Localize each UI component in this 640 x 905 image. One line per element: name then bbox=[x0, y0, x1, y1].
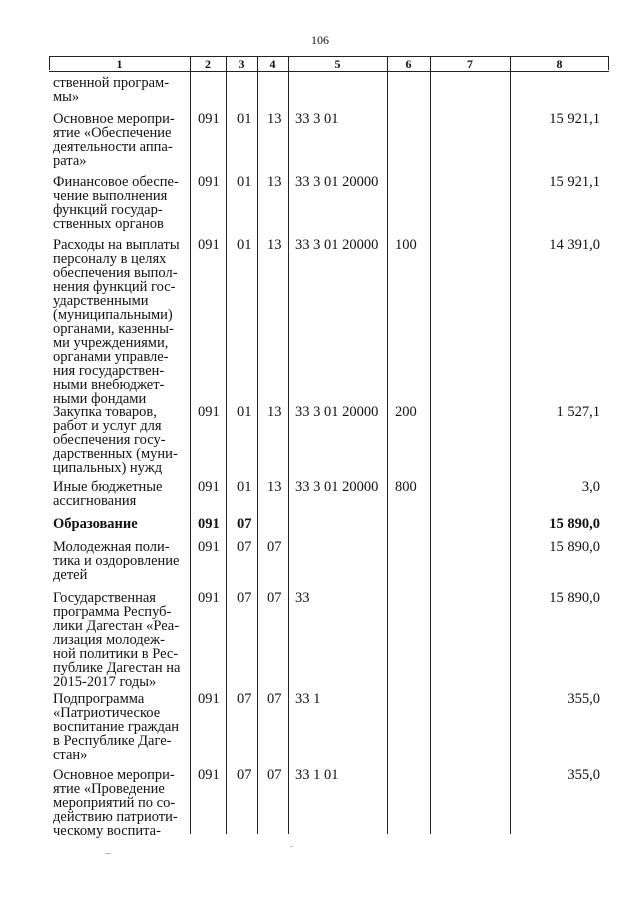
cell-c4: 13 bbox=[267, 237, 282, 253]
cell-c4: 07 bbox=[267, 691, 282, 707]
row-name: Основное меропри- ятие «Обеспечение деятельности аппа- рата» bbox=[53, 111, 175, 169]
cell-c5: 33 1 bbox=[295, 691, 321, 707]
row-amount: 3,0 bbox=[581, 479, 600, 495]
cell-c4: 13 bbox=[267, 479, 282, 495]
cell-c5: 33 3 01 bbox=[295, 111, 339, 127]
cell-c2: 091 bbox=[198, 404, 220, 420]
row-name: ственной програм- мы» bbox=[53, 75, 170, 105]
header-col-2: 2 bbox=[205, 57, 211, 71]
cell-c3: 01 bbox=[237, 174, 252, 190]
row-amount: 15 921,1 bbox=[549, 111, 600, 127]
cell-c4: 13 bbox=[267, 174, 282, 190]
cell-c3: 07 bbox=[237, 516, 252, 532]
cell-c5: 33 3 01 20000 bbox=[295, 237, 379, 253]
row-name: Подпрограмма «Патриотическое воспитание граждан в Республике Даге- стан» bbox=[53, 691, 180, 763]
cell-c3: 07 bbox=[237, 590, 252, 606]
cell-c4: 07 bbox=[267, 767, 282, 783]
column-divider bbox=[49, 56, 50, 70]
cell-c3: 07 bbox=[237, 691, 252, 707]
cell-c3: 01 bbox=[237, 479, 252, 495]
cell-c2: 091 bbox=[198, 767, 220, 783]
row-amount: 1 527,1 bbox=[556, 404, 600, 420]
row-amount: 15 921,1 bbox=[549, 174, 600, 190]
row-amount: 355,0 bbox=[567, 767, 600, 783]
cell-c3: 01 bbox=[237, 404, 252, 420]
cell-c5: 33 3 01 20000 bbox=[295, 174, 379, 190]
cell-c5: 33 3 01 20000 bbox=[295, 479, 379, 495]
header-col-7: 7 bbox=[467, 57, 473, 71]
row-name: Молодежная поли- тика и оздоровление детей bbox=[53, 539, 180, 583]
row-amount: 15 890,0 bbox=[549, 539, 600, 555]
header-col-6: 6 bbox=[405, 57, 412, 71]
cell-c3: 07 bbox=[237, 539, 252, 555]
row-name: Образование bbox=[53, 516, 138, 532]
cell-c4: 13 bbox=[267, 404, 282, 420]
row-amount: 14 391,0 bbox=[549, 237, 600, 253]
scan-speck bbox=[290, 846, 293, 847]
header-col-5: 5 bbox=[334, 57, 341, 71]
cell-c2: 091 bbox=[198, 237, 220, 253]
page-number: 106 bbox=[311, 33, 329, 47]
column-divider bbox=[510, 56, 511, 834]
cell-c3: 01 bbox=[237, 111, 252, 127]
cell-c4: 07 bbox=[267, 539, 282, 555]
row-name: Иные бюджетные ассигнования bbox=[53, 479, 163, 509]
row-amount: 15 890,0 bbox=[549, 516, 600, 532]
column-divider bbox=[430, 56, 431, 834]
row-name: Финансовое обеспе- чение выполнения функций государ- ственных органов bbox=[53, 174, 179, 232]
table-header bbox=[49, 56, 609, 72]
cell-c2: 091 bbox=[198, 516, 220, 532]
cell-c6: 100 bbox=[395, 237, 417, 253]
cell-c6: 800 bbox=[395, 479, 417, 495]
cell-c5: 33 bbox=[295, 590, 310, 606]
cell-c5: 33 3 01 20000 bbox=[295, 404, 379, 420]
cell-c2: 091 bbox=[198, 111, 220, 127]
cell-c3: 07 bbox=[237, 767, 252, 783]
cell-c2: 091 bbox=[198, 174, 220, 190]
column-divider bbox=[288, 56, 289, 834]
cell-c2: 091 bbox=[198, 590, 220, 606]
row-name: Основное меропри- ятие «Проведение мероприятий по со- действию патриоти- ческому воспита- bbox=[53, 767, 178, 839]
cell-c4: 07 bbox=[267, 590, 282, 606]
row-name: Расходы на выплаты персоналу в целях обеспечения выпол- нения функций гос- ударственными (муниципальными) органами, казенны- ми учреждениями, органами управле- ния государствен- ными внебюджет- ными фондами bbox=[53, 237, 180, 407]
scan-speck bbox=[105, 853, 111, 854]
column-divider bbox=[608, 56, 609, 70]
row-amount: 355,0 bbox=[567, 691, 600, 707]
cell-c3: 01 bbox=[237, 237, 252, 253]
header-col-4: 4 bbox=[269, 57, 276, 71]
column-divider bbox=[257, 56, 258, 834]
cell-c2: 091 bbox=[198, 539, 220, 555]
cell-c6: 200 bbox=[395, 404, 417, 420]
cell-c2: 091 bbox=[198, 479, 220, 495]
cell-c2: 091 bbox=[198, 691, 220, 707]
column-divider bbox=[226, 56, 227, 834]
row-name: Закупка товаров, работ и услуг для обеспечения госу- дарственных (муни- ципальных) нужд bbox=[53, 404, 178, 476]
header-col-8: 8 bbox=[556, 57, 563, 71]
header-col-3: 3 bbox=[238, 57, 245, 71]
header-col-1: 1 bbox=[116, 57, 123, 71]
cell-c5: 33 1 01 bbox=[295, 767, 339, 783]
column-divider bbox=[387, 56, 388, 834]
row-name: Государственная программа Респуб- лики Дагестан «Реа- лизация молодеж- ной политики в Рес- публике Дагестан на 2015-2017 годы» bbox=[53, 590, 181, 690]
row-amount: 15 890,0 bbox=[549, 590, 600, 606]
cell-c4: 13 bbox=[267, 111, 282, 127]
